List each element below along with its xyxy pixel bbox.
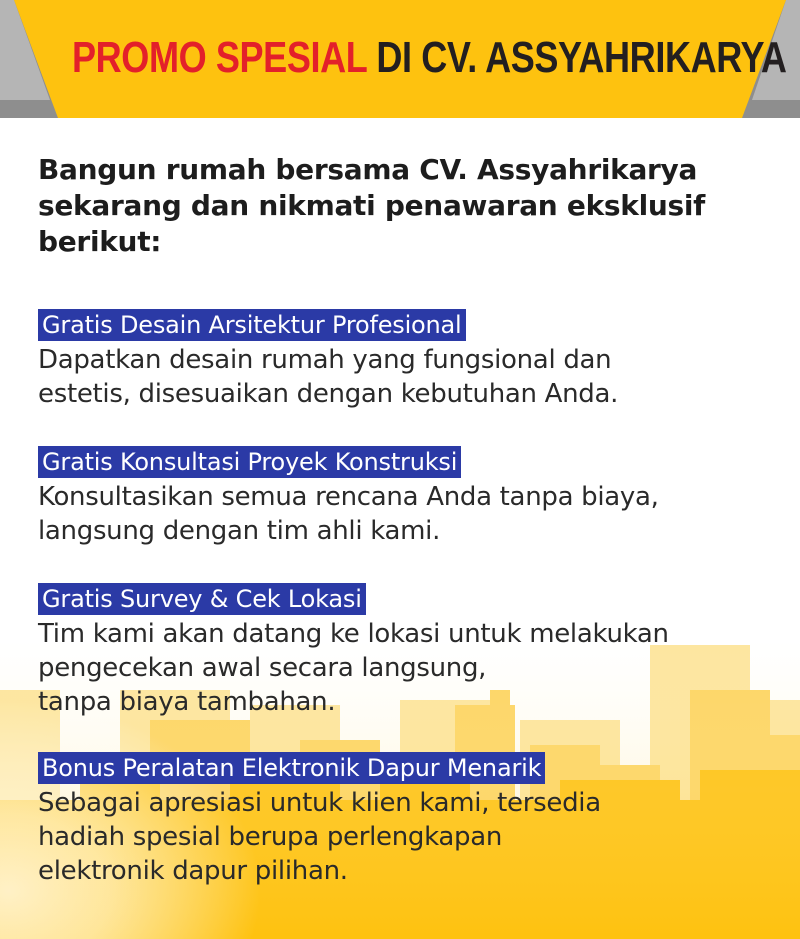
offer-item [38,752,778,888]
offer-title: Gratis Desain Arsitektur Profesional [38,309,466,341]
banner-title-highlight: PROMO SPESIAL [72,33,367,82]
intro-text: Bangun rumah bersama CV. Assyahrikarya sekarang dan nikmati penawaran eksklusif berikut: [38,153,706,258]
offer-description: Konsultasikan semua rencana Anda tanpa biaya, langsung dengan tim ahli kami. [38,482,659,546]
offer-item [38,309,778,411]
offer-description: Sebagai apresiasi untuk klien kami, tersedia hadiah spesial berupa perlengkapan elektronik dapur pilihan. [38,788,601,886]
offer-title: Gratis Survey & Cek Lokasi [38,583,366,615]
offer-title: Bonus Peralatan Elektronik Dapur Menarik [38,752,545,784]
offer-description: Tim kami akan datang ke lokasi untuk melakukan pengecekan awal secara langsung, tanpa biaya tambahan. [38,619,669,717]
banner-title-company: DI CV. ASSYAHRIKARYA [366,33,787,82]
offer-title: Gratis Konsultasi Proyek Konstruksi [38,446,461,478]
promo-banner [0,0,800,130]
banner-title [72,28,787,88]
offer-description: Dapatkan desain rumah yang fungsional dan estetis, disesuaikan dengan kebutuhan Anda. [38,345,619,409]
offer-item [38,446,778,548]
offer-item [38,583,778,719]
